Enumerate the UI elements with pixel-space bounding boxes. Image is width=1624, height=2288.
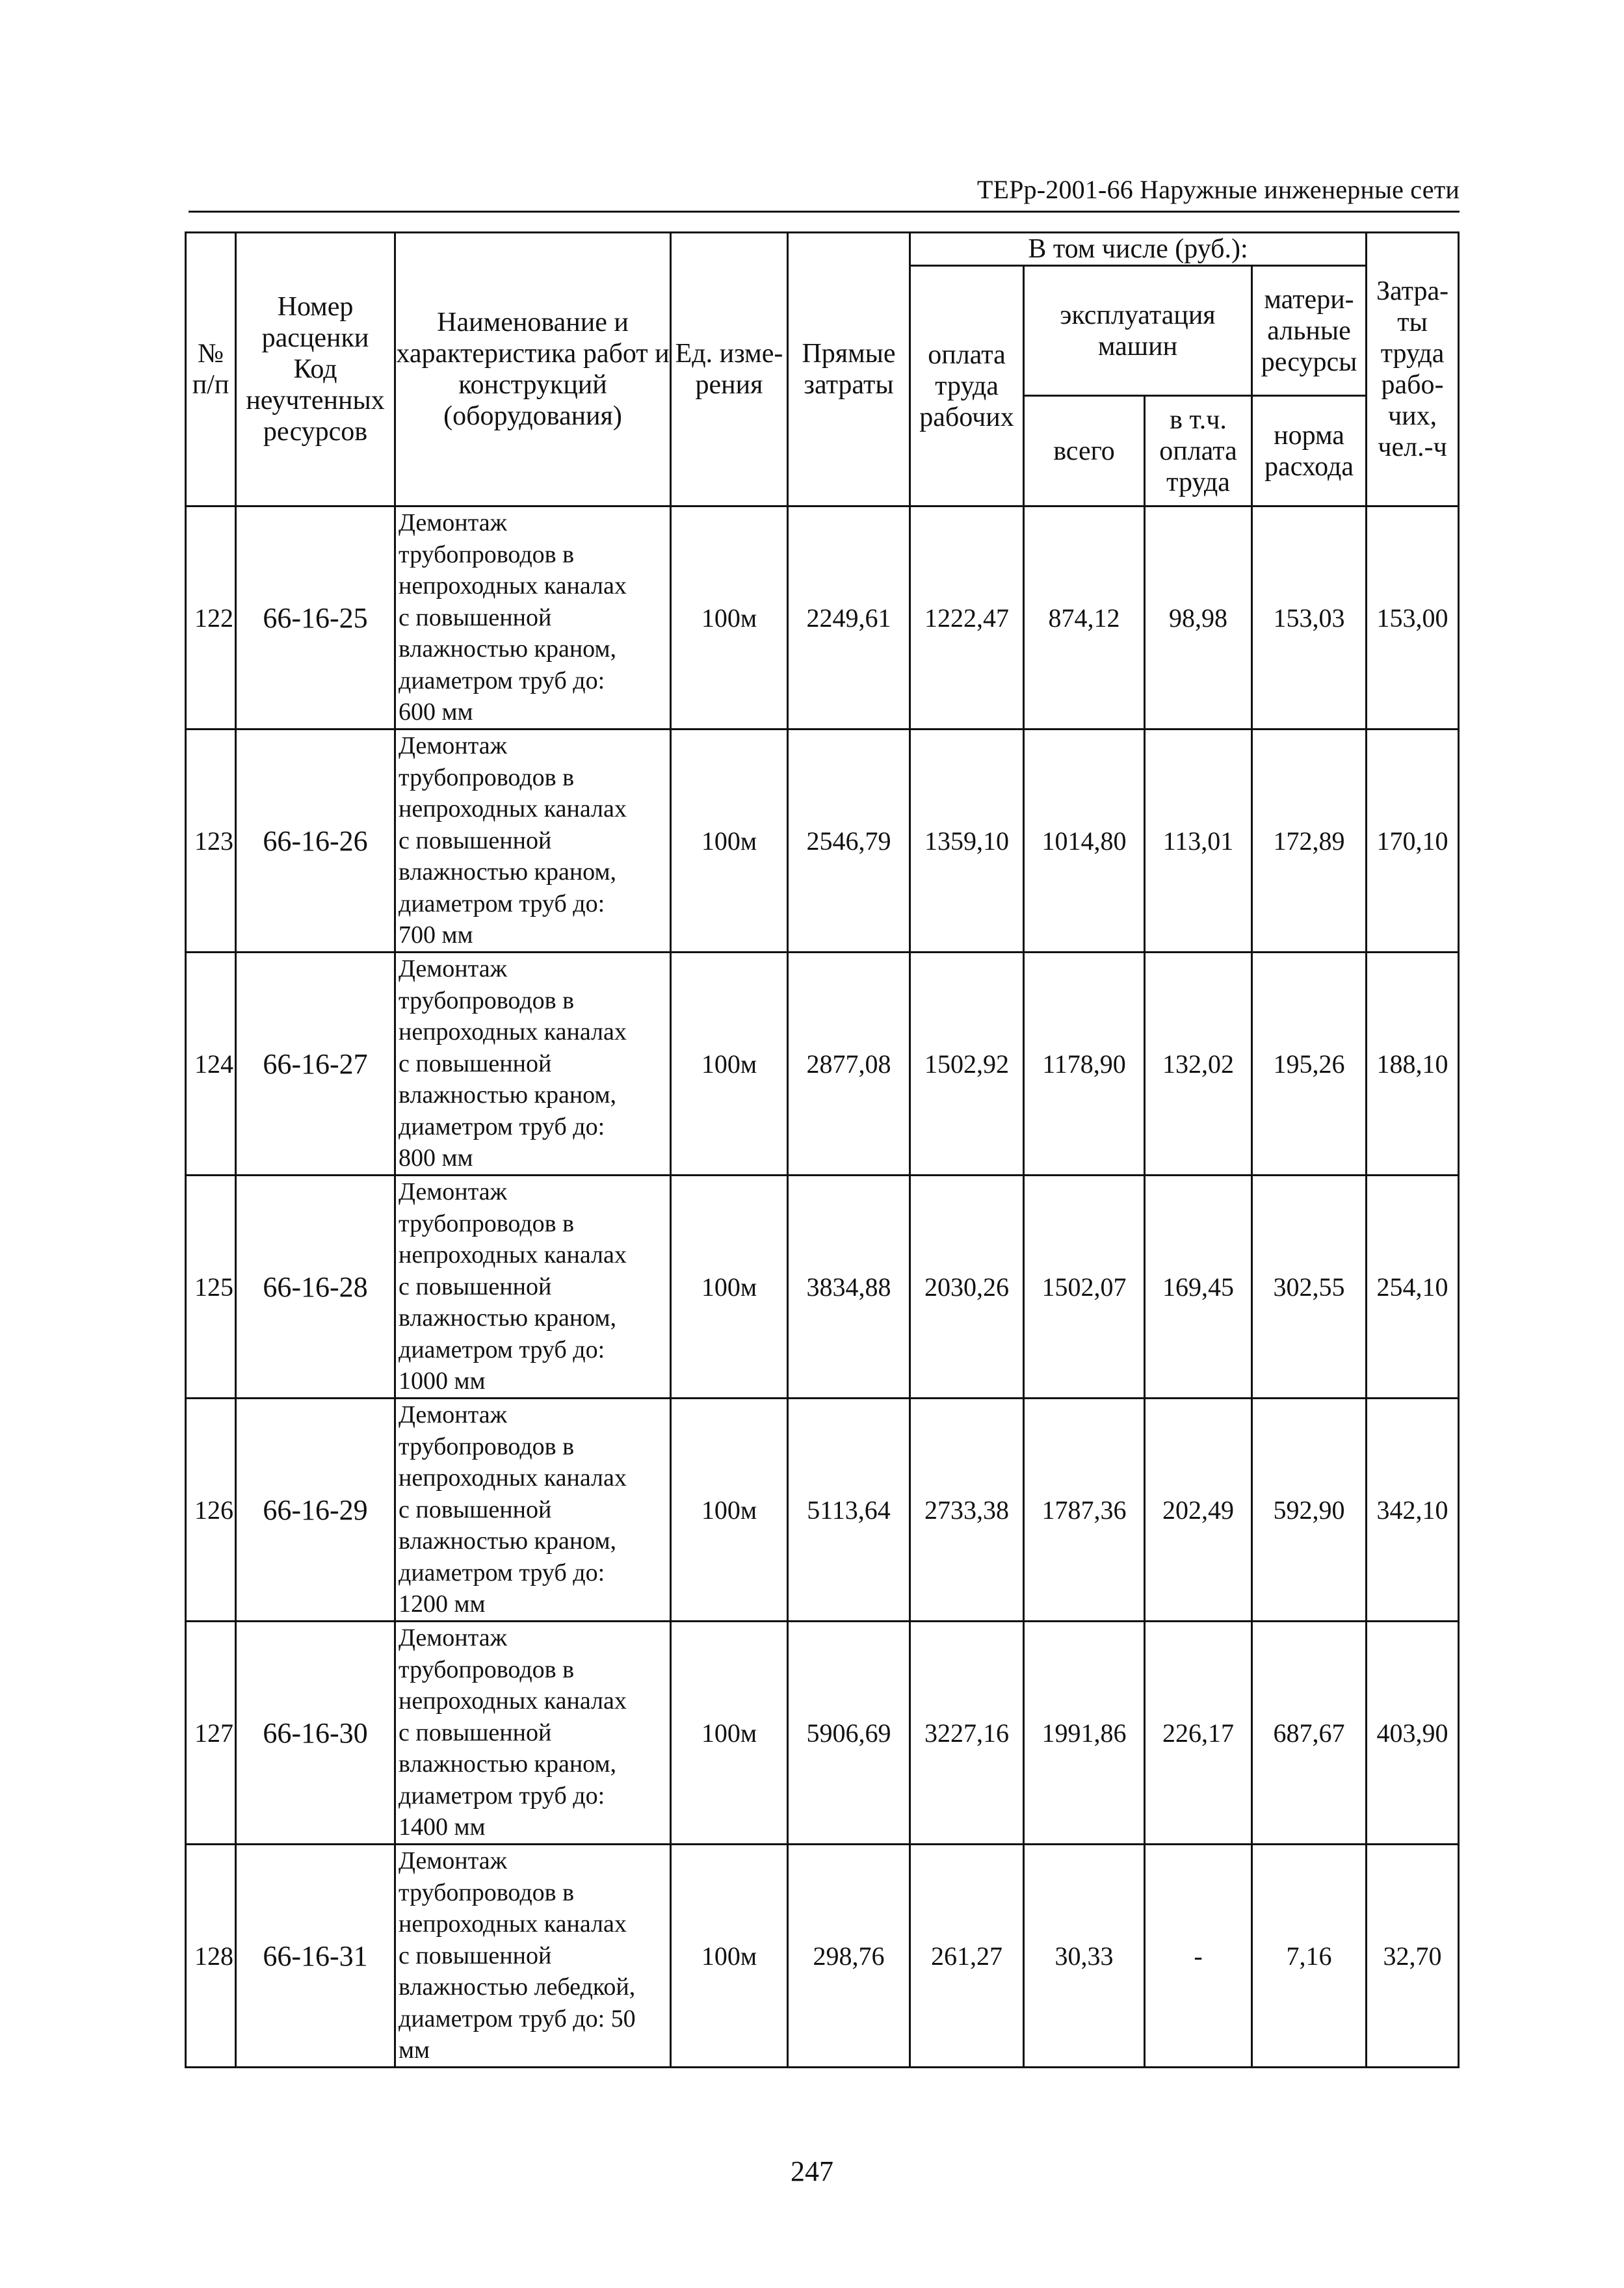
header-unit: Ед. изме-рения [671,233,788,506]
cell-num: 122 [186,506,236,730]
cell-name-line: 1400 мм [399,1813,486,1841]
cell-labor-pay: 1359,10 [910,730,1024,953]
cell-name-line: диаметром труб до: [399,1782,605,1809]
cell-materials: 172,89 [1252,730,1367,953]
cell-name-line: диаметром труб до: [399,666,605,694]
cell-name [395,953,671,1176]
cell-name-line: влажностью краном, [399,1081,616,1109]
cell-materials: 153,03 [1252,506,1367,730]
cell-name-line: трубопроводов в [399,1878,575,1906]
cell-materials: 687,67 [1252,1622,1367,1845]
cell-labor-costs: 32,70 [1367,1845,1459,2068]
cell-name-line: диаметром труб до: [399,889,605,917]
cell-num: 125 [186,1176,236,1399]
cell-code: 66-16-30 [236,1622,395,1845]
cell-machines-labor: 98,98 [1145,506,1252,730]
header-machines: эксплуатация машин [1024,266,1252,396]
cell-name-line: непроходных каналах [399,1687,627,1715]
cell-name-line: трубопроводов в [399,1655,575,1683]
rates-table [185,231,1460,2068]
cell-name-line: непроходных каналах [399,1018,627,1045]
cell-num: 123 [186,730,236,953]
cell-name-line: с повышенной [399,1049,552,1077]
cell-direct: 3834,88 [788,1176,910,1399]
cell-labor-costs: 403,90 [1367,1622,1459,1845]
cell-name-line: 600 мм [399,698,473,726]
header-materials: матери-альные ресурсы [1252,266,1367,396]
cell-direct: 5906,69 [788,1622,910,1845]
header-title: ТЕРр-2001-66 Наружные инженерные сети [976,175,1460,204]
cell-unit: 100м [671,1622,788,1845]
cell-materials: 302,55 [1252,1176,1367,1399]
cell-name-line: непроходных каналах [399,572,627,599]
cell-name-line: влажностью краном, [399,635,616,663]
cell-name-line: Демонтаж [399,509,507,536]
cell-name-line: трубопроводов в [399,540,575,568]
cell-name-line: непроходных каналах [399,1241,627,1269]
cell-name-line: мм [399,2036,430,2064]
cell-name-line: Демонтаж [399,1847,507,1874]
cell-name-line: Демонтаж [399,732,507,759]
cell-unit: 100м [671,1399,788,1622]
cell-name-line: с повышенной [399,603,552,631]
cell-name-line: диаметром труб до: [399,1335,605,1363]
cell-name [395,1622,671,1845]
cell-labor-pay: 2030,26 [910,1176,1024,1399]
cell-labor-pay: 2733,38 [910,1399,1024,1622]
table-row [186,1176,1459,1399]
table-row [186,953,1459,1176]
cell-name-line: с повышенной [399,1718,552,1746]
cell-name-line: Демонтаж [399,1178,507,1205]
cell-direct: 298,76 [788,1845,910,2068]
cell-name-line: влажностью краном, [399,1527,616,1555]
cell-direct: 2249,61 [788,506,910,730]
cell-materials: 592,90 [1252,1399,1367,1622]
cell-code: 66-16-28 [236,1176,395,1399]
cell-code: 66-16-29 [236,1399,395,1622]
header-labor-pay: оплата труда рабочих [910,266,1024,506]
cell-materials: 7,16 [1252,1845,1367,2068]
cell-machines-labor: 132,02 [1145,953,1252,1176]
cell-direct: 2877,08 [788,953,910,1176]
cell-machines-total: 1178,90 [1024,953,1145,1176]
cell-name-line: 800 мм [399,1144,473,1172]
header-direct: Прямые затраты [788,233,910,506]
cell-name-line: влажностью лебедкой, [399,1973,636,2001]
cell-machines-total: 1787,36 [1024,1399,1145,1622]
cell-num: 127 [186,1622,236,1845]
cell-name-line: непроходных каналах [399,1910,627,1938]
table-row [186,506,1459,730]
header-num: № п/п [186,233,236,506]
cell-unit: 100м [671,953,788,1176]
cell-name-line: влажностью краном, [399,1304,616,1332]
cell-machines-total: 1014,80 [1024,730,1145,953]
cell-machines-labor: - [1145,1845,1252,2068]
cell-machines-total: 1991,86 [1024,1622,1145,1845]
cell-name-line: 1200 мм [399,1590,486,1618]
cell-labor-pay: 1222,47 [910,506,1024,730]
cell-labor-pay: 3227,16 [910,1622,1024,1845]
cell-code: 66-16-26 [236,730,395,953]
cell-machines-total: 1502,07 [1024,1176,1145,1399]
header-machines-total: всего [1024,396,1145,506]
cell-name-line: с повышенной [399,1941,552,1969]
cell-machines-labor: 226,17 [1145,1622,1252,1845]
cell-name-line: 1000 мм [399,1367,486,1395]
cell-labor-pay: 261,27 [910,1845,1024,2068]
cell-unit: 100м [671,506,788,730]
cell-code: 66-16-27 [236,953,395,1176]
header-code: Номер расценки Код неучтенных ресурсов [236,233,395,506]
cell-name-line: Демонтаж [399,955,507,982]
header-name: Наименование и характеристика работ и конструкций (оборудования) [395,233,671,506]
cell-direct: 5113,64 [788,1399,910,1622]
page-number: 247 [791,2155,833,2187]
cell-direct: 2546,79 [788,730,910,953]
cell-code: 66-16-25 [236,506,395,730]
cell-name [395,1399,671,1622]
cell-labor-costs: 342,10 [1367,1399,1459,1622]
cell-name [395,1176,671,1399]
cell-unit: 100м [671,730,788,953]
cell-name-line: 700 мм [399,921,473,949]
cell-name-line: влажностью краном, [399,858,616,886]
cell-name-line: с повышенной [399,826,552,854]
cell-machines-labor: 202,49 [1145,1399,1252,1622]
cell-name-line: непроходных каналах [399,1464,627,1492]
cell-name-line: с повышенной [399,1495,552,1523]
cell-name-line: с повышенной [399,1272,552,1300]
table-row [186,1845,1459,2068]
cell-num: 126 [186,1399,236,1622]
cell-name-line: трубопроводов в [399,763,575,791]
cell-name [395,506,671,730]
header-machines-labor: в т.ч. оплата труда [1145,396,1252,506]
cell-materials: 195,26 [1252,953,1367,1176]
cell-name-line: диаметром труб до: [399,1112,605,1140]
cell-labor-costs: 170,10 [1367,730,1459,953]
cell-name-line: трубопроводов в [399,1432,575,1460]
table-body [186,506,1459,2068]
cell-labor-costs: 254,10 [1367,1176,1459,1399]
cell-name-line: Демонтаж [399,1401,507,1428]
cell-labor-pay: 1502,92 [910,953,1024,1176]
table-row [186,1622,1459,1845]
cell-name-line: трубопроводов в [399,986,575,1014]
cell-machines-labor: 169,45 [1145,1176,1252,1399]
cell-name-line: Демонтаж [399,1624,507,1651]
cell-name [395,1845,671,2068]
cell-name-line: трубопроводов в [399,1209,575,1237]
cell-name-line: влажностью краном, [399,1750,616,1778]
header-norm: норма расхода [1252,396,1367,506]
header-labor-costs: Затра-ты труда рабо-чих, чел.-ч [1367,233,1459,506]
cell-labor-costs: 188,10 [1367,953,1459,1176]
cell-num: 124 [186,953,236,1176]
cell-labor-costs: 153,00 [1367,506,1459,730]
page-header [189,170,1460,213]
cell-machines-total: 874,12 [1024,506,1145,730]
cell-name [395,730,671,953]
cell-code: 66-16-31 [236,1845,395,2068]
cell-num: 128 [186,1845,236,2068]
cell-machines-total: 30,33 [1024,1845,1145,2068]
cell-unit: 100м [671,1845,788,2068]
cell-name-line: диаметром труб до: 50 [399,2005,636,2032]
cell-machines-labor: 113,01 [1145,730,1252,953]
table-row [186,1399,1459,1622]
cell-name-line: диаметром труб до: [399,1558,605,1586]
header-including: В том числе (руб.): [910,233,1367,266]
cell-name-line: непроходных каналах [399,795,627,822]
table-row [186,730,1459,953]
cell-unit: 100м [671,1176,788,1399]
